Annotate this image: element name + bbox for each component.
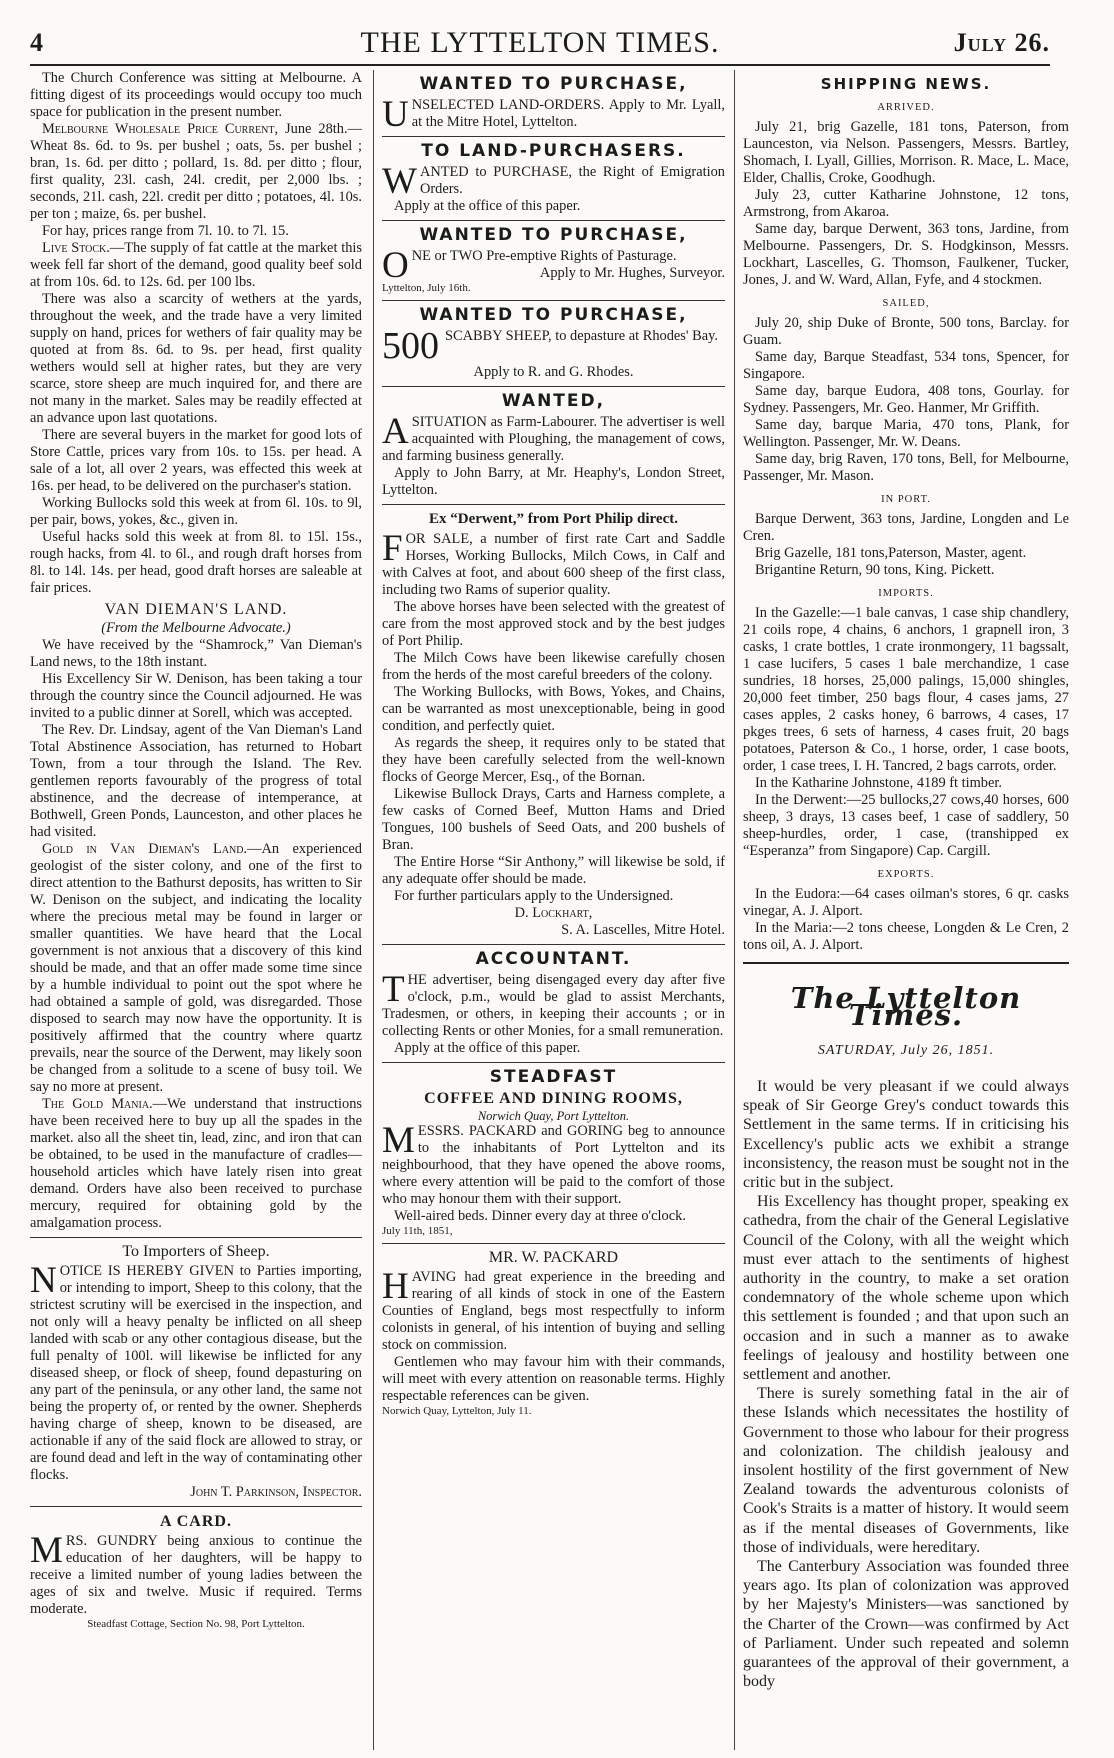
column-3 [743,70,1069,1750]
large-number: 500 [382,325,439,367]
paragraph-text: NE or TWO Pre-emptive Rights of Pasturage. [411,248,677,264]
paragraph-text: HE advertiser, being disengaged every day after five o'clock, p.m., would be glad to assist Merchants, Tradesmen, or others, in keeping their accounts ; or in collecting Rents or other Monies, for a small remuneration. [382,972,725,1039]
article-paragraph: We have received by the “Shamrock,” Van Dieman's Land news, to the 18th instant. [30,637,362,670]
ad-heading: WANTED TO PURCHASE, [419,225,688,245]
ad-body [382,411,725,465]
divider [382,136,725,137]
ad-signature: Apply to R. and G. Rhodes. [473,364,634,380]
shipping-entry: In the Maria:—2 tons cheese, Longden & Le Cren, 2 tons oil, A. J. Alport. [743,920,1069,953]
ad-body [30,1530,362,1618]
column-2 [382,70,725,1750]
divider [382,300,725,301]
article-paragraph: The Church Conference was sitting at Melbourne. A fitting digest of its proceedings would occupy too much space for publication in the present number. [30,70,362,120]
drop-cap: F [382,528,403,569]
subsection-heading: IN PORT. [881,494,931,505]
drop-cap: T [382,969,405,1010]
shipping-entry: July 21, brig Gazelle, 181 tons, Paterson, from Launceston, via Nelson. Passengers, Messrs. Bartley, Shomach, I. Lyall, Gillies, Morrison. R. Mace, L. Mace, Elder, Challis, Croke, Goodhugh. [743,119,1069,186]
section-lead: Melbourne Wholesale Price Current, [42,121,279,137]
shipping-entry: Same day, brig Raven, 170 tons, Bell, for Melbourne, Passenger, Mr. Mason. [743,451,1069,484]
article-paragraph: The Rev. Dr. Lindsay, agent of the Van Dieman's Land Total Abstinence Association, has returned to Hobart Town, from a tour through the Island. The Rev. gentlemen reports favourably of the progress of total abstinence, and the decrease of intemperance, at Bothwell, Green Ponds, Launceston, and other places he had visited. [30,722,362,840]
divider [382,1062,725,1063]
ad-body: The Working Bullocks, with Bows, Yokes, and Chains, can be warranted as most unexceptionable, being in good condition, and perfectly quiet. [382,684,725,734]
section-lead: Gold in Van Dieman's Land. [42,841,248,857]
ad-signature: Apply to Mr. Hughes, Surveyor. [539,265,725,281]
shipping-entry: In the Eudora:—64 cases oilman's stores, 6 qr. casks vinegar, A. J. Alport. [743,886,1069,919]
ad-body: Apply to John Barry, at Mr. Heaphy's, London Street, Lyttelton. [382,465,725,498]
divider [30,1506,362,1507]
paragraph-text: SITUATION as Farm-Labourer. The advertiser is well acquainted with Ploughing, the management of cows, and farming business generally. [382,414,725,464]
paragraph-text: NSELECTED LAND-ORDERS. Apply to Mr. Lyall, at the Mitre Hotel, Lyttelton. [411,97,725,130]
shipping-entry: Same day, barque Eudora, 408 tons, Gourlay. for Sydney. Passengers, Mr. Geo. Hanmer, Mr Griffith. [743,383,1069,416]
ad-heading: Ex “Derwent,” from Port Philip direct. [429,511,678,527]
paragraph-text: June 28th.—Wheat 8s. 6d. to 9s. per bushel ; oats, 5s. per bushel ; bran, 1s. 6d. per ditto ; pollard, 1s. 8d. per ditto ; flour, first quality, 23l. cash, 24l. credit, per 2,000 lbs. ; seconds, 21l. cash, 22l. credit per ditto ; potatoes, 4l. 10s. per ton ; maize, 6s. per bushel. [30,121,362,222]
shipping-entry: Same day, Barque Steadfast, 534 tons, Spencer, for Singapore. [743,349,1069,382]
ad-body [382,528,725,599]
ad-body: Gentlemen who may favour him with their commands, will meet with every attention on reasonable terms. Highly respectable references can be given. [382,1354,725,1404]
subsection-heading: IMPORTS. [878,588,934,599]
article-paragraph [30,121,362,223]
newspaper-title: THE LYTTELTON TIMES. [360,26,720,59]
paragraph-text: —The supply of fat cattle at the market this week fell far short of the demand, good quality beef sold at from 10s. 6d. to 12s. 6d. per 100 lbs. [30,240,362,290]
ad-dateline: July 11th, 1851, [382,1225,453,1237]
shipping-entry: Barque Derwent, 363 tons, Jardine, Longden and Le Cren. [743,511,1069,544]
divider [382,220,725,221]
article-paragraph: His Excellency Sir W. Denison, has been taking a tour through the country since the Council adjourned. He was invited to a public dinner at Sorell, which was accepted. [30,671,362,721]
divider [382,386,725,387]
article-source: (From the Melbourne Advocate.) [101,620,291,636]
drop-cap: M [382,1120,415,1161]
paragraph-text: SCABBY SHEEP, to depasture at Rhodes' Bay. [445,328,718,344]
shipping-entry: Brigantine Return, 90 tons, King. Pickett. [755,562,995,578]
ad-body [382,94,725,135]
ad-body: Likewise Bullock Drays, Carts and Harness complete, a few casks of Corned Beef, Mutton Hams and Dried Tongues, 100 bushels of Seed Oats, and 200 bushels of Bran. [382,786,725,853]
ad-location: Norwich Quay, Port Lyttelton. [477,1109,630,1123]
paragraph-text: ANTED to PURCHASE, the Right of Emigration Orders. [419,164,725,197]
article-paragraph [30,1096,362,1232]
divider [382,504,725,505]
paragraph-text: AVING had great experience in the breeding and rearing of all kinds of stock in one of the Eastern Counties of England, begs most respectfully to inform colonists in general, of his intention of buying and selling stock on commission. [382,1269,725,1353]
drop-cap: N [30,1260,57,1301]
ad-body: As regards the sheep, it requires only to be stated that they have been carefully selected from the well-known flocks of George Mercer, Esq., of the Bornan. [382,735,725,785]
article-heading: VAN DIEMAN'S LAND. [104,601,288,618]
article-paragraph: Useful hacks sold this week at from 8l. to 15l. 15s., rough hacks, from 4l. to 6l., and rough draft horses from 8l. to 14l. 14s. per head, good draft horses are saleable at fair prices. [30,529,362,596]
article-paragraph: Working Bullocks sold this week at from 6l. 10s. to 9l, per pair, bows, yokes, &c., given in. [30,495,362,528]
column-1 [30,70,362,1750]
ad-heading: A CARD. [160,1513,232,1530]
editorial-paragraph: It would be very pleasant if we could always speak of Sir George Grey's conduct towards this Settlement in the same terms. If in criticising his Excellency's public acts we exhibit a strange inconsistency, the reason must be sought not in the critic but in the subject. [743,1078,1069,1192]
subsection-heading: EXPORTS. [877,869,935,880]
shipping-entry: Brig Gazelle, 181 tons,Paterson, Master, agent. [755,545,1027,561]
ad-heading: WANTED, [501,391,606,411]
shipping-entry: July 23, cutter Katharine Johnstone, 12 tons, Armstrong, from Akaroa. [743,187,1069,220]
ad-body: Apply at the office of this paper. [394,1040,581,1056]
section-lead: The Gold Mania. [42,1096,153,1112]
ad-signature: S. A. Lascelles, Mitre Hotel. [561,922,725,938]
article-paragraph [30,240,362,291]
drop-cap: A [382,411,409,452]
drop-cap: U [382,94,409,135]
divider [382,944,725,945]
editorial-masthead: The Lyttelton Times. [790,981,1022,1032]
editorial-paragraph: The Canterbury Association was founded three years ago. Its plan of colonization was approved by her Majesty's Ministers—was sanctioned by the Charter of the Crown—was confirmed by Act of Parliament. Under such repeated and solemn guarantees of the approval of their government, a body [743,1558,1069,1691]
article-paragraph: There was also a scarcity of wethers at the yards, throughout the week, and the trade have a very limited supply on hand, prices for wethers of fair quality may be quoted at from 8s. 6d. to 9s. per head, first quality wethers would sell at higher rates, but they are very scarce, store sheep are much inquired for, and there are not many in the market. Sales may be readily effected at an advance upon last quotations. [30,291,362,426]
ad-body: For further particulars apply to the Undersigned. [394,888,674,904]
masthead [30,24,1050,66]
divider [382,1243,725,1244]
paragraph-text: OR SALE, a number of first rate Cart and Saddle Horses, Working Bullocks, Milch Cows, in Calf and with Calves at foot, and about 600 sheep of the first class, including two Rams of superior quality. [382,531,725,598]
shipping-entry: July 20, ship Duke of Bronte, 500 tons, Barclay. for Guam. [743,315,1069,348]
editorial [743,1077,1069,1692]
paragraph-text: OTICE IS HEREBY GIVEN to Parties importing, or intending to import, Sheep to this colony, that the strictest scrutiny will be exercised in the inspection, and not only will a heavy penalty be inflicted on all sheep landed with scab or any other contagious disease, but the full penalty of 100l. will likewise be inflicted for any diseased sheep, or flock of sheep, found depasturing on any part of the peninsula, or any other land, the same not being the property of, or rented by the owner. Shepherds having charge of sheep, known to be diseased, are actionable if any of the said flock are allowed to stray, or are found dead and left in the way of contaminating other flocks. [30,1263,362,1483]
ad-address: Steadfast Cottage, Section No. 98, Port Lyttelton. [87,1618,305,1630]
page-number: 4 [30,28,43,57]
drop-cap: H [382,1266,409,1307]
shipping-entry: In the Katharine Johnstone, 4189 ft timber. [755,775,1002,791]
shipping-entry: Same day, barque Maria, 470 tons, Plank, for Wellington. Passenger, Mr. W. Deans. [743,417,1069,450]
paragraph-text: ESSRS. PACKARD and GORING beg to announce to the inhabitants of Port Lyttelton and its neighbourhood, that they have opened the above rooms, where every attention will be paid to the comfort of those who may honour them with their support. [382,1123,725,1207]
ad-heading: WANTED TO PURCHASE, [419,74,688,94]
ad-body: The Milch Cows have been likewise carefully chosen from the herds of the most careful breeders of the colony. [382,650,725,683]
editorial-paragraph: There is surely something fatal in the air of these Islands which necessitates the hostility of Government to those who labour for their progress and colonization. The childish jealousy and insolent hostility of the first government of New Zealand towards the adventurous colonists of Cook's Straits is a matter of history. It would seem as if the mental diseases of Governments, like those of individuals, were hereditary. [743,1385,1069,1556]
paragraph-text: —We understand that instructions have been received here to buy up all the spades in the market. also all the sheet tin, lead, zinc, and iron that can be obtained, to be used in the manufacture of cradles—household articles which have lately risen into great demand. Orders have also been received to purchase mercury, required for obtaining gold by the amalgamation process. [30,1096,362,1231]
ad-heading: WANTED TO PURCHASE, [419,305,688,325]
editorial-date: SATURDAY, July 26, 1851. [817,1043,995,1058]
shipping-entry: In the Gazelle:—1 bale canvas, 1 case ship chandlery, 21 coils rope, 4 chains, 6 anchors, 1 grapnell iron, 3 casks, 1 crate bottles, 1 crate ironmongery, 11 bagssalt, 1 case lucifers, 5 cases 1 bale merchandize, 1 case sundries, 18 horses, 25,000 palings, 15,000 shingles, 20,000 feet timber, 250 bags flour, 4 cases jams, 27 cases apples, 2 casks honey, 6 barrows, 4 cases, 17 pkges trees, 6 sets of harness, 4 cases fruit, 20 bags potatoes, Paterson & Co., 1 horse, order, 1 case boots, order, 1 case trees, I. H. Tancred, 2 bags carrots, order. [743,605,1069,774]
drop-cap: O [382,245,409,286]
ad-body: Apply at the office of this paper. [394,198,581,214]
drop-cap: W [382,161,417,202]
ad-heading: TO LAND-PURCHASERS. [421,141,686,161]
section-lead: Live Stock. [42,240,110,256]
paragraph-text: —An experienced geologist of the sister colony, and one of the first to direct attention to the Bathurst deposits, has written to Sir W. Denison on the subject, and indicating the locality where the precious metal may be found in larger or smaller quantities. We have heard that the Local government is not anxious that a discovery of this kind should be made, and that an offer made some time since by a humble individual to point out the spot where he had obtained a sample of gold, was disregarded. Those disposed to search may now have the opportunity. It is positively affirmed that the country where quartz prevails, near the source of the Derwent, may likely soon be changed from a solitude to a scene of busy toil. We say no more at present. [30,841,362,1095]
article-paragraph: For hay, prices range from 7l. 10. to 7l. 15. [42,223,289,239]
ad-body: The Entire Horse “Sir Anthony,” will likewise be sold, if any adequate offer should be made. [382,854,725,887]
article-paragraph: There are several buyers in the market for good lots of Store Cattle, prices vary from 10s. to 15s. per head. A sale of a lot, all over 2 years, was effected this week at 16s. per head, to be delivered on the purchaser's station. [30,427,362,494]
ad-body [30,1260,362,1484]
ad-heading: ACCOUNTANT. [475,949,632,969]
ad-dateline: Lyttelton, July 16th. [382,282,471,294]
ad-body [382,161,725,202]
section-heading: SHIPPING NEWS. [820,75,992,93]
ad-body [382,969,725,1040]
ad-dateline: Norwich Quay, Lyttelton, July 11. [382,1405,532,1417]
ad-body [382,1120,725,1208]
divider [30,1237,362,1238]
subsection-heading: ARRIVED. [877,102,935,113]
subsection-heading: SAILED, [882,298,930,309]
ad-signature: D. Lockhart, [514,905,593,921]
column-rule [734,70,735,1750]
divider [743,962,1069,964]
ad-heading: STEADFAST [489,1067,618,1087]
column-rule [373,70,374,1750]
ad-heading: MR. W. PACKARD [488,1249,619,1266]
ad-body: Well-aired beds. Dinner every day at three o'clock. [394,1208,686,1224]
ad-heading: To Importers of Sheep. [122,1243,270,1260]
ad-body: The above horses have been selected with the greatest of care from the most approved stock and by the best judges of Port Philip. [382,599,725,649]
shipping-entry: Same day, barque Derwent, 363 tons, Jardine, from Melbourne. Passengers, Dr. S. Hodgkinson, Messrs. Lockhart, Lascelles, G. Thomson, Faulkener, Tucker, Jones, J. and W. Ward, Allan, Fyfe, and 4 stockmen. [743,221,1069,288]
paragraph-text: RS. GUNDRY being anxious to continue the education of her daughters, will be happy to receive a limited number of young ladies between the ages of six and twelve. Music if required. Terms moderate. [30,1533,362,1617]
article-paragraph [30,841,362,1096]
ad-body [382,1266,725,1354]
drop-cap: M [30,1530,63,1571]
editorial-paragraph: His Excellency has thought proper, speaking ex cathedra, from the chair of the General Legislative Council of the Colony, with all the weight which must ever attach to the sentiments of highest authority in the country, to make a set oration condemnatory of the whole scheme upon which this settlement is founded ; and that upon such an occasion and in such a manner as to awake feelings of jealousy and hostility between one settlement and another. [743,1193,1069,1384]
ad-body [382,325,725,367]
ad-subheading: COFFEE AND DINING ROOMS, [424,1090,683,1107]
shipping-entry: In the Derwent:—25 bullocks,27 cows,40 horses, 600 sheep, 3 drays, 13 cases beef, 1 case of saddlery, 50 sheep-hurdles, order, 1 case, (transhipped ex “Esperanza” from Singapore) Cap. Cargill. [743,792,1069,859]
ad-signature: John T. Parkinson, Inspector. [190,1484,362,1500]
issue-date: July 26. [953,28,1050,57]
